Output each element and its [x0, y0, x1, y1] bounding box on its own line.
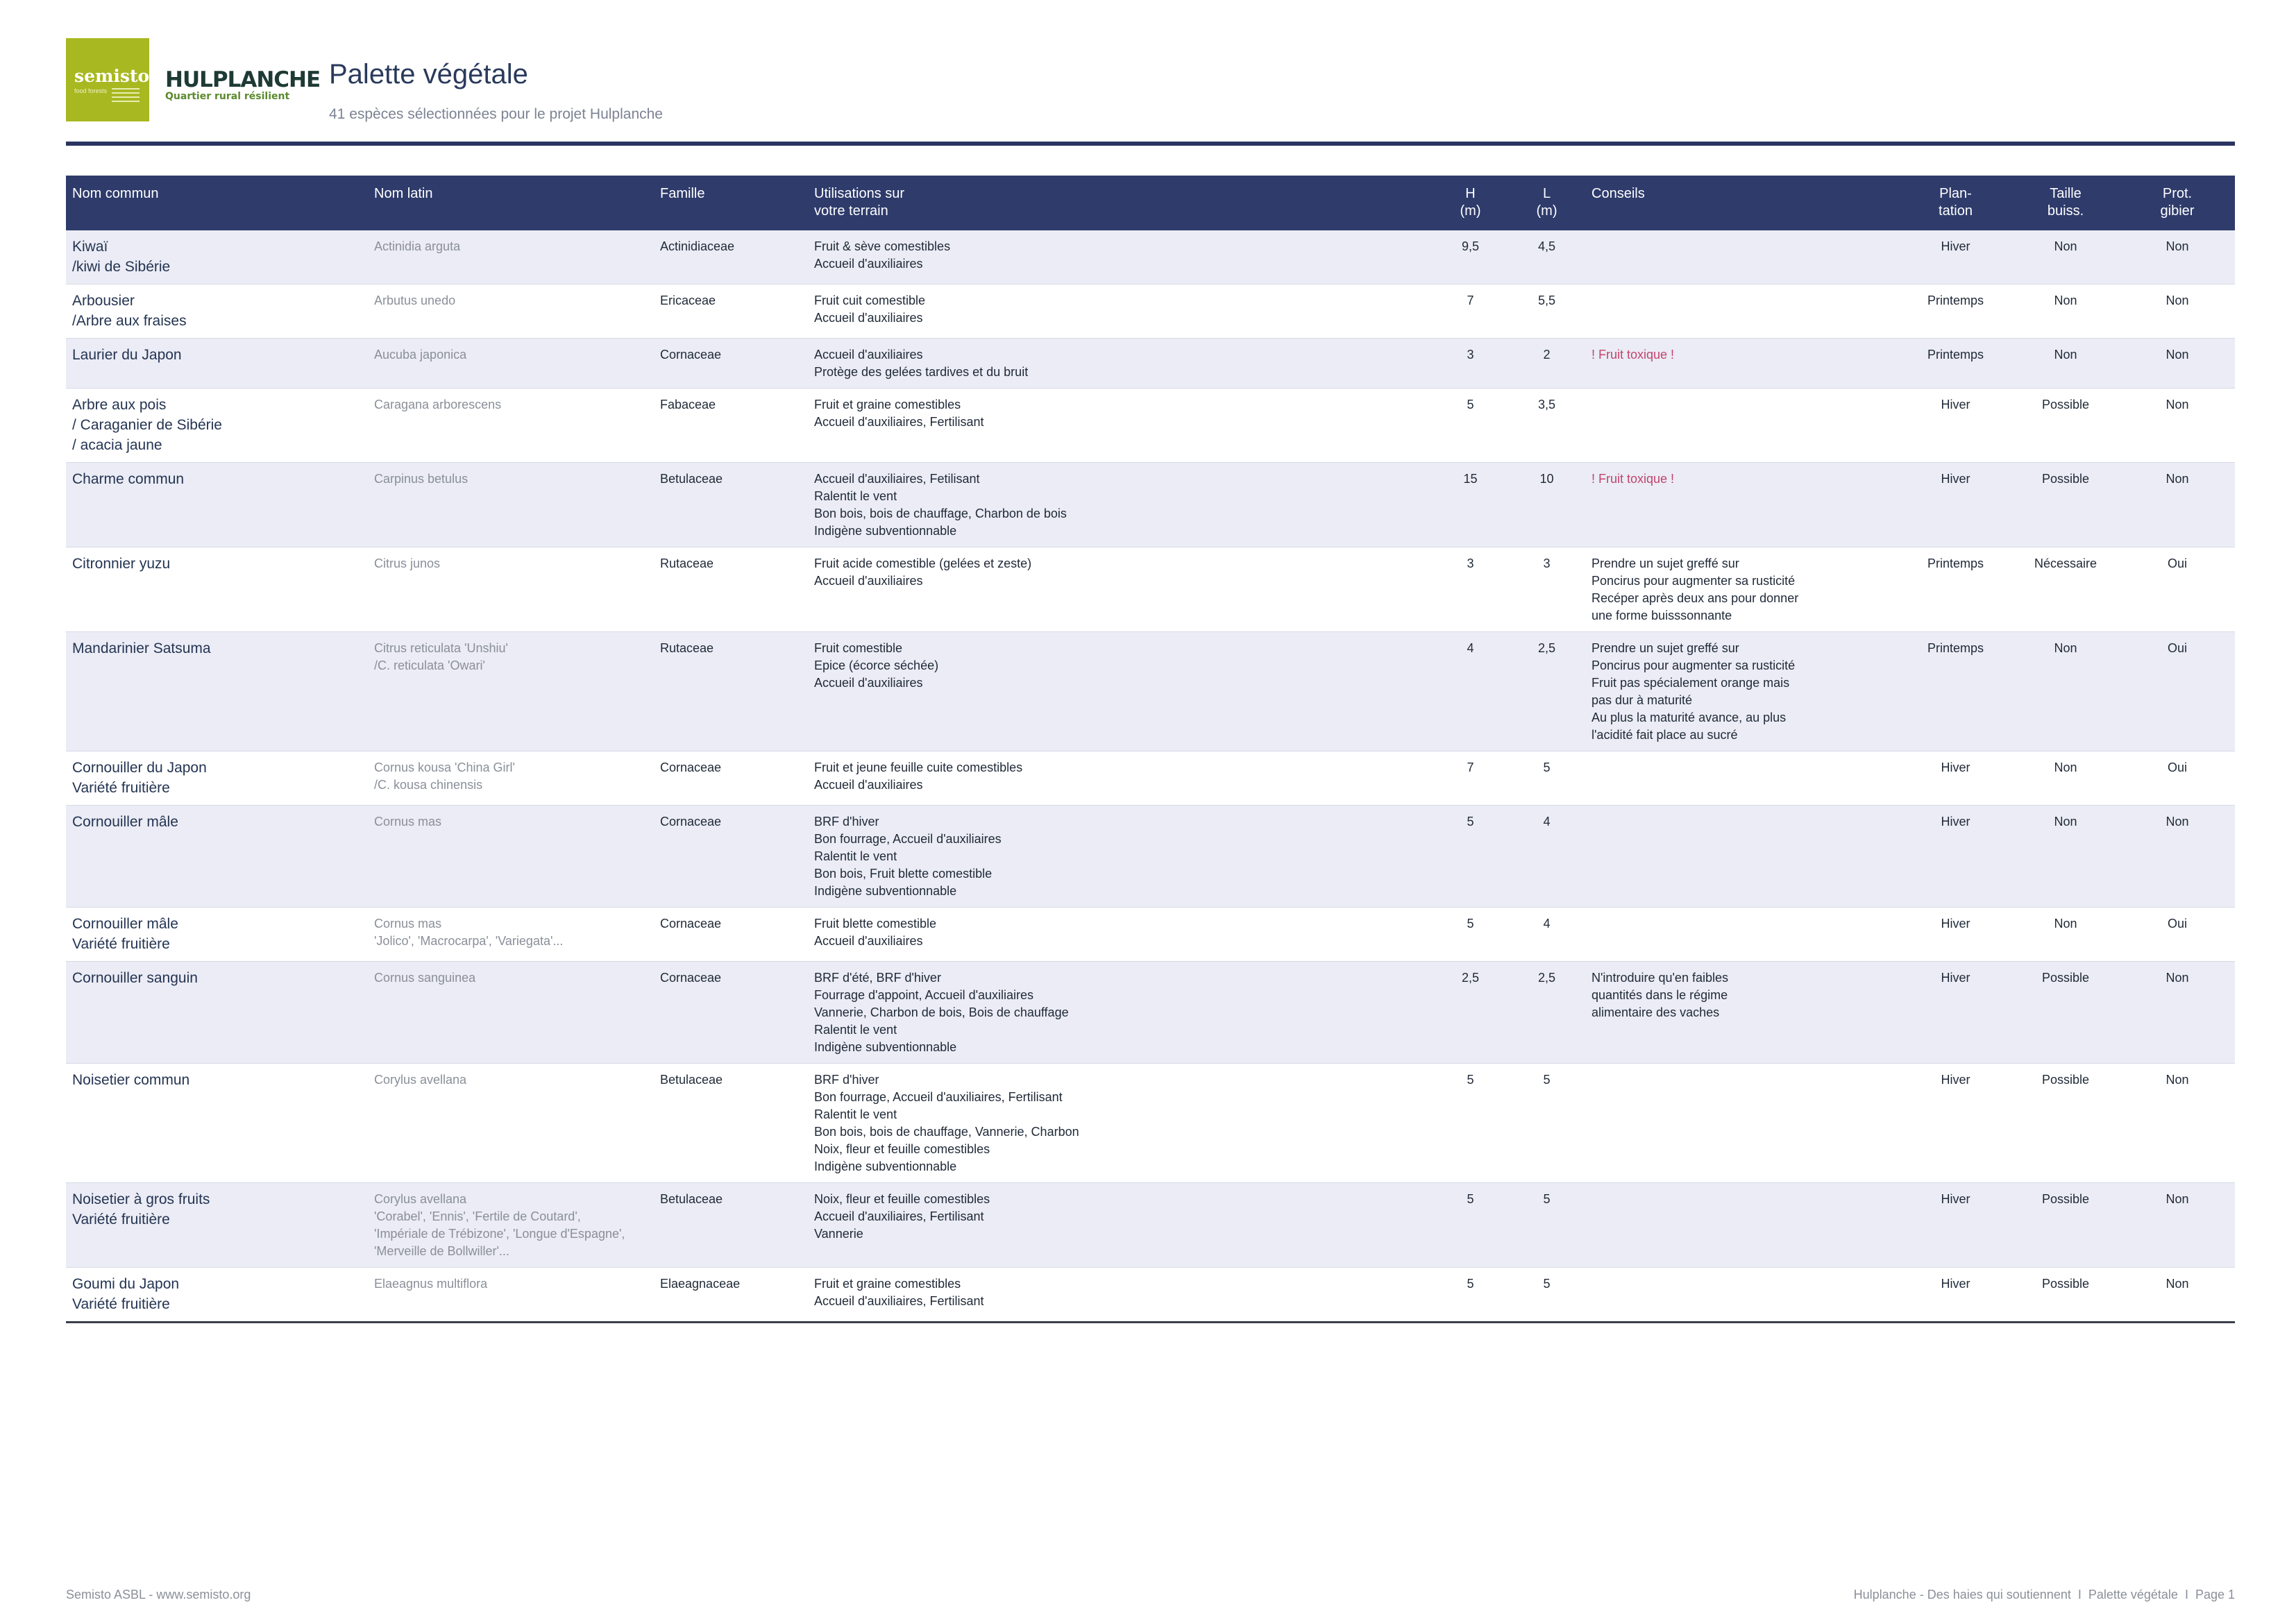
cell-height: 5: [1433, 1064, 1509, 1183]
table-row: [66, 632, 2235, 751]
cell-uses: Noix, fleur et feuille comestibles Accueil d'auxiliaires, Fertilisant Vannerie: [808, 1183, 1433, 1268]
cell-width: 2: [1509, 339, 1585, 389]
footer-organization: Semisto ASBL - www.semisto.org: [66, 1588, 251, 1601]
cell-planting: Hiver: [1900, 962, 2011, 1064]
col-header-pruning: Taille buiss.: [2047, 186, 2084, 219]
cell-common-name: Arbousier /Arbre aux fraises: [66, 284, 368, 339]
cell-protection: Oui: [2120, 547, 2235, 632]
cell-height: 3: [1433, 339, 1509, 389]
cell-planting: Printemps: [1900, 632, 2011, 751]
cell-common-name: Citronnier yuzu: [66, 547, 368, 632]
cell-advice: ! Fruit toxique !: [1585, 339, 1900, 389]
cell-uses: Fruit et graine comestibles Accueil d'auxiliaires, Fertilisant: [808, 389, 1433, 463]
cell-protection: Non: [2120, 806, 2235, 908]
cell-latin-name: Corylus avellana 'Corabel', 'Ennis', 'Fertile de Coutard', 'Impériale de Trébizone', 'Longue d'Espagne', 'Merveille de Bollwiller'...: [368, 1183, 654, 1268]
cell-width: 3: [1509, 547, 1585, 632]
footer-page-info: Hulplanche - Des haies qui soutiennent I Palette végétale I Page 1: [1853, 1588, 2235, 1601]
table-row: [66, 284, 2235, 339]
page-header: [66, 38, 2235, 142]
col-header-height: H (m): [1460, 186, 1481, 219]
cell-common-name: Kiwaï /kiwi de Sibérie: [66, 230, 368, 284]
hulplanche-logo: [165, 69, 320, 102]
header-divider: [66, 142, 2235, 146]
cell-uses: Fruit cuit comestible Accueil d'auxiliaires: [808, 284, 1433, 339]
cell-family: Ericaceae: [654, 284, 808, 339]
cell-family: Cornaceae: [654, 962, 808, 1064]
col-header-protection: Prot. gibier: [2160, 186, 2195, 219]
cell-common-name: Cornouiller mâle: [66, 806, 368, 908]
cell-family: Rutaceae: [654, 632, 808, 751]
cell-pruning: Nécessaire: [2011, 547, 2120, 632]
table-row: [66, 230, 2235, 284]
cell-planting: Printemps: [1900, 339, 2011, 389]
cell-pruning: Possible: [2011, 962, 2120, 1064]
cell-pruning: Non: [2011, 339, 2120, 389]
cell-protection: Oui: [2120, 632, 2235, 751]
cell-family: Cornaceae: [654, 751, 808, 806]
cell-protection: Non: [2120, 284, 2235, 339]
col-header-common: Nom commun: [72, 186, 159, 201]
cell-common-name: Goumi du Japon Variété fruitière: [66, 1268, 368, 1323]
table-row: [66, 1064, 2235, 1183]
cell-common-name: Laurier du Japon: [66, 339, 368, 389]
cell-planting: Hiver: [1900, 1064, 2011, 1183]
cell-latin-name: Citrus reticulata 'Unshiu' /C. reticulata 'Owari': [368, 632, 654, 751]
cell-pruning: Non: [2011, 908, 2120, 962]
cell-latin-name: Carpinus betulus: [368, 463, 654, 547]
cell-advice: ! Fruit toxique !: [1585, 463, 1900, 547]
cell-width: 10: [1509, 463, 1585, 547]
cell-width: 4: [1509, 806, 1585, 908]
cell-width: 5,5: [1509, 284, 1585, 339]
cell-common-name: Noisetier commun: [66, 1064, 368, 1183]
cell-width: 5: [1509, 751, 1585, 806]
cell-advice: [1585, 389, 1900, 463]
cell-uses: Fruit & sève comestibles Accueil d'auxiliaires: [808, 230, 1433, 284]
cell-height: 7: [1433, 284, 1509, 339]
cell-protection: Non: [2120, 1064, 2235, 1183]
semisto-logo: [66, 38, 149, 121]
cell-height: 3: [1433, 547, 1509, 632]
cell-height: 9,5: [1433, 230, 1509, 284]
cell-latin-name: Actinidia arguta: [368, 230, 654, 284]
cell-protection: Non: [2120, 230, 2235, 284]
cell-height: 4: [1433, 632, 1509, 751]
cell-width: 2,5: [1509, 962, 1585, 1064]
cell-advice: [1585, 908, 1900, 962]
cell-latin-name: Corylus avellana: [368, 1064, 654, 1183]
table-row: [66, 1268, 2235, 1323]
cell-family: Fabaceae: [654, 389, 808, 463]
cell-planting: Hiver: [1900, 908, 2011, 962]
hulplanche-logo-tagline: Quartier rural résilient: [165, 91, 290, 102]
cell-planting: Hiver: [1900, 463, 2011, 547]
cell-pruning: Possible: [2011, 463, 2120, 547]
cell-planting: Hiver: [1900, 751, 2011, 806]
cell-protection: Oui: [2120, 751, 2235, 806]
cell-width: 3,5: [1509, 389, 1585, 463]
cell-uses: Fruit blette comestible Accueil d'auxiliaires: [808, 908, 1433, 962]
cell-family: Elaeagnaceae: [654, 1268, 808, 1323]
cell-pruning: Non: [2011, 284, 2120, 339]
col-header-family: Famille: [660, 186, 705, 201]
semisto-logo-subtext: food forests: [74, 87, 108, 94]
cell-latin-name: Aucuba japonica: [368, 339, 654, 389]
cell-common-name: Cornouiller du Japon Variété fruitière: [66, 751, 368, 806]
cell-pruning: Non: [2011, 632, 2120, 751]
cell-height: 5: [1433, 389, 1509, 463]
cell-pruning: Non: [2011, 806, 2120, 908]
page-subtitle: 41 espèces sélectionnées pour le projet Hulplanche: [329, 106, 663, 122]
cell-protection: Non: [2120, 339, 2235, 389]
cell-family: Cornaceae: [654, 339, 808, 389]
cell-uses: Fruit acide comestible (gelées et zeste) Accueil d'auxiliaires: [808, 547, 1433, 632]
cell-common-name: Arbre aux pois / Caraganier de Sibérie / acacia jaune: [66, 389, 368, 463]
cell-family: Betulaceae: [654, 1183, 808, 1268]
cell-advice: [1585, 1183, 1900, 1268]
cell-latin-name: Cornus mas 'Jolico', 'Macrocarpa', 'Variegata'...: [368, 908, 654, 962]
table-row: [66, 339, 2235, 389]
table-row: [66, 1183, 2235, 1268]
cell-uses: BRF d'été, BRF d'hiver Fourrage d'appoint, Accueil d'auxiliaires Vannerie, Charbon de bois, Bois de chauffage Ralentit le vent Indigène subventionnable: [808, 962, 1433, 1064]
table-header: [66, 176, 2235, 230]
cell-family: Actinidiaceae: [654, 230, 808, 284]
hulplanche-logo-text: HULPLANCHE: [165, 67, 321, 92]
cell-uses: Accueil d'auxiliaires, Fetilisant Ralentit le vent Bon bois, bois de chauffage, Charbon de bois Indigène subventionnable: [808, 463, 1433, 547]
table-row: [66, 463, 2235, 547]
cell-family: Rutaceae: [654, 547, 808, 632]
table-row: [66, 962, 2235, 1064]
table-header-row: [66, 176, 2235, 230]
cell-width: 5: [1509, 1268, 1585, 1323]
cell-protection: Non: [2120, 1268, 2235, 1323]
cell-height: 7: [1433, 751, 1509, 806]
cell-pruning: Non: [2011, 751, 2120, 806]
cell-planting: Hiver: [1900, 806, 2011, 908]
cell-pruning: Possible: [2011, 1064, 2120, 1183]
cell-latin-name: Cornus sanguinea: [368, 962, 654, 1064]
semisto-logo-lines: [112, 88, 140, 103]
cell-latin-name: Cornus mas: [368, 806, 654, 908]
cell-height: 5: [1433, 908, 1509, 962]
cell-latin-name: Elaeagnus multiflora: [368, 1268, 654, 1323]
cell-common-name: Cornouiller sanguin: [66, 962, 368, 1064]
cell-planting: Printemps: [1900, 284, 2011, 339]
cell-latin-name: Caragana arborescens: [368, 389, 654, 463]
cell-advice: [1585, 751, 1900, 806]
cell-pruning: Possible: [2011, 389, 2120, 463]
cell-family: Betulaceae: [654, 463, 808, 547]
cell-pruning: Non: [2011, 230, 2120, 284]
cell-width: 2,5: [1509, 632, 1585, 751]
cell-common-name: Charme commun: [66, 463, 368, 547]
cell-uses: BRF d'hiver Bon fourrage, Accueil d'auxiliaires, Fertilisant Ralentit le vent Bon bois, bois de chauffage, Vannerie, Charbon Noix, fleur et feuille comestibles Indigène subventionnable: [808, 1064, 1433, 1183]
cell-family: Cornaceae: [654, 806, 808, 908]
cell-height: 15: [1433, 463, 1509, 547]
cell-advice: [1585, 284, 1900, 339]
cell-height: 2,5: [1433, 962, 1509, 1064]
cell-height: 5: [1433, 1268, 1509, 1323]
cell-protection: Non: [2120, 1183, 2235, 1268]
cell-planting: Hiver: [1900, 389, 2011, 463]
cell-uses: Fruit et jeune feuille cuite comestibles Accueil d'auxiliaires: [808, 751, 1433, 806]
table-row: [66, 908, 2235, 962]
cell-pruning: Possible: [2011, 1183, 2120, 1268]
cell-advice: [1585, 230, 1900, 284]
col-header-advice: Conseils: [1592, 186, 1645, 201]
table-row: [66, 547, 2235, 632]
cell-common-name: Noisetier à gros fruits Variété fruitière: [66, 1183, 368, 1268]
cell-family: Cornaceae: [654, 908, 808, 962]
cell-protection: Oui: [2120, 908, 2235, 962]
species-table: [66, 176, 2235, 1323]
cell-height: 5: [1433, 806, 1509, 908]
cell-latin-name: Citrus junos: [368, 547, 654, 632]
col-header-latin: Nom latin: [374, 186, 433, 201]
col-header-uses: Utilisations sur votre terrain: [814, 186, 905, 219]
cell-uses: Fruit comestible Epice (écorce séchée) Accueil d'auxiliaires: [808, 632, 1433, 751]
cell-planting: Hiver: [1900, 1183, 2011, 1268]
cell-planting: Printemps: [1900, 547, 2011, 632]
cell-common-name: Mandarinier Satsuma: [66, 632, 368, 751]
table-row: [66, 806, 2235, 908]
table-body: [66, 230, 2235, 1323]
cell-planting: Hiver: [1900, 230, 2011, 284]
cell-uses: BRF d'hiver Bon fourrage, Accueil d'auxiliaires Ralentit le vent Bon bois, Fruit blette comestible Indigène subventionnable: [808, 806, 1433, 908]
cell-protection: Non: [2120, 463, 2235, 547]
table-row: [66, 389, 2235, 463]
cell-latin-name: Cornus kousa 'China Girl' /C. kousa chinensis: [368, 751, 654, 806]
col-header-width: L (m): [1536, 186, 1558, 219]
cell-pruning: Possible: [2011, 1268, 2120, 1323]
semisto-logo-text: semisto: [74, 66, 150, 86]
cell-width: 5: [1509, 1183, 1585, 1268]
cell-advice: Prendre un sujet greffé sur Poncirus pour augmenter sa rusticité Recéper après deux ans pour donner une forme buisssonnante: [1585, 547, 1900, 632]
cell-protection: Non: [2120, 389, 2235, 463]
cell-advice: [1585, 1268, 1900, 1323]
cell-family: Betulaceae: [654, 1064, 808, 1183]
cell-width: 4,5: [1509, 230, 1585, 284]
col-header-planting: Plan- tation: [1939, 186, 1973, 219]
cell-advice: N'introduire qu'en faibles quantités dans le régime alimentaire des vaches: [1585, 962, 1900, 1064]
cell-width: 4: [1509, 908, 1585, 962]
cell-width: 5: [1509, 1064, 1585, 1183]
cell-common-name: Cornouiller mâle Variété fruitière: [66, 908, 368, 962]
cell-protection: Non: [2120, 962, 2235, 1064]
cell-uses: Accueil d'auxiliaires Protège des gelées tardives et du bruit: [808, 339, 1433, 389]
cell-planting: Hiver: [1900, 1268, 2011, 1323]
cell-advice: [1585, 806, 1900, 908]
table-row: [66, 751, 2235, 806]
cell-latin-name: Arbutus unedo: [368, 284, 654, 339]
cell-uses: Fruit et graine comestibles Accueil d'auxiliaires, Fertilisant: [808, 1268, 1433, 1323]
cell-advice: Prendre un sujet greffé sur Poncirus pour augmenter sa rusticité Fruit pas spécialement orange mais pas dur à maturité Au plus la maturité avance, au plus l'acidité fait place au sucré: [1585, 632, 1900, 751]
cell-height: 5: [1433, 1183, 1509, 1268]
page-title: Palette végétale: [329, 59, 528, 90]
cell-advice: [1585, 1064, 1900, 1183]
